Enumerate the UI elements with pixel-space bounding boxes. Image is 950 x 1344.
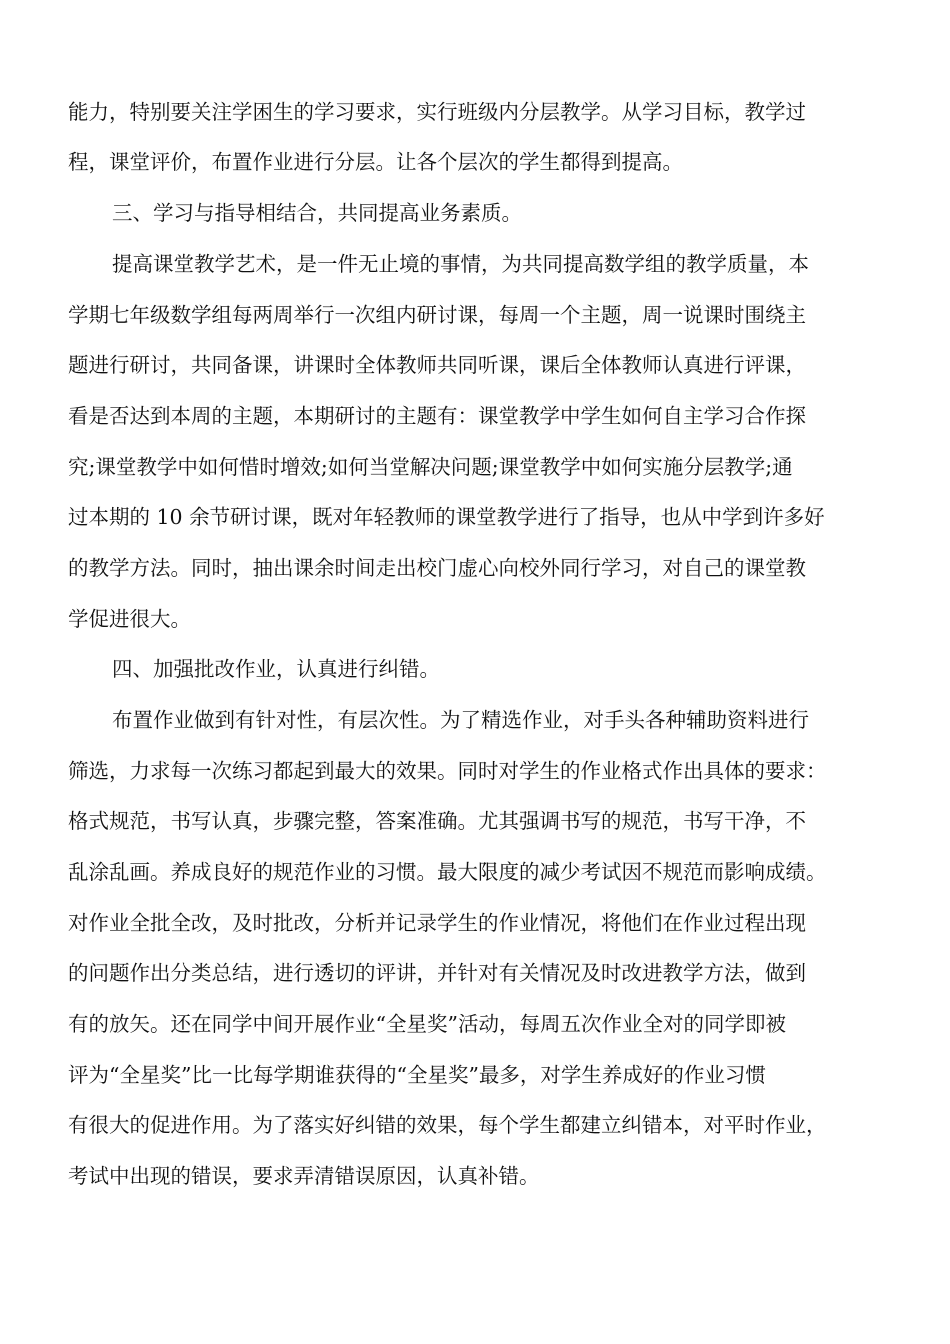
text-line: 能力，特别要关注学困生的学习要求，实行班级内分层教学。从学习目标，教学过: [68, 100, 806, 124]
text-line: 对作业全批全改，及时批改，分析并记录学生的作业情况，将他们在作业过程出现: [68, 911, 806, 935]
text-line: 究;课堂教学中如何惜时增效;如何当堂解决问题;课堂教学中如何实施分层教学;通: [68, 455, 793, 479]
text-line: 有的放矢。还在同学中间开展作业“全星奖”活动，每周五次作业全对的同学即被: [68, 1012, 786, 1036]
text-line: 乱涂乱画。养成良好的规范作业的习惯。最大限度的减少考试因不规范而影响成绩。: [68, 860, 827, 884]
text-line: 格式规范，书写认真，步骤完整，答案准确。尤其强调书写的规范，书写干净，不: [68, 809, 806, 833]
text-line: 学期七年级数学组每两周举行一次组内研讨课，每周一个主题，周一说课时围绕主: [68, 303, 806, 327]
text-line: 考试中出现的错误，要求弄清错误原因，认真补错。: [68, 1164, 540, 1188]
text-line: 学促进很大。: [68, 607, 191, 631]
section-heading: 四、加强批改作业，认真进行纠错。: [112, 657, 440, 681]
text-line: 的问题作出分类总结，进行透切的评讲，并针对有关情况及时改进教学方法，做到: [68, 961, 806, 985]
text-line: 评为“全星奖”比一比每学期谁获得的“全星奖”最多，对学生养成好的作业习惯: [68, 1063, 766, 1087]
text-line: 看是否达到本周的主题，本期研讨的主题有：课堂教学中学生如何自主学习合作探: [68, 404, 806, 428]
text-line: 过本期的 10 余节研讨课，既对年轻教师的课堂教学进行了指导，也从中学到许多好: [68, 505, 825, 529]
text-line: 提高课堂教学艺术，是一件无止境的事情，为共同提高数学组的教学质量，本: [112, 252, 809, 276]
text-line: 题进行研讨，共同备课，讲课时全体教师共同听课，课后全体教师认真进行评课，: [68, 353, 806, 377]
text-line: 布置作业做到有针对性，有层次性。为了精选作业，对手头各种辅助资料进行: [112, 708, 809, 732]
text-line: 的教学方法。同时，抽出课余时间走出校门虚心向校外同行学习，对自己的课堂教: [68, 556, 806, 580]
text-line: 有很大的促进作用。为了落实好纠错的效果，每个学生都建立纠错本，对平时作业，: [68, 1113, 827, 1137]
text-line: 程，课堂评价，布置作业进行分层。让各个层次的学生都得到提高。: [68, 150, 683, 174]
section-heading: 三、学习与指导相结合，共同提高业务素质。: [112, 201, 522, 225]
text-line: 筛选，力求每一次练习都起到最大的效果。同时对学生的作业格式作出具体的要求：: [68, 759, 827, 783]
